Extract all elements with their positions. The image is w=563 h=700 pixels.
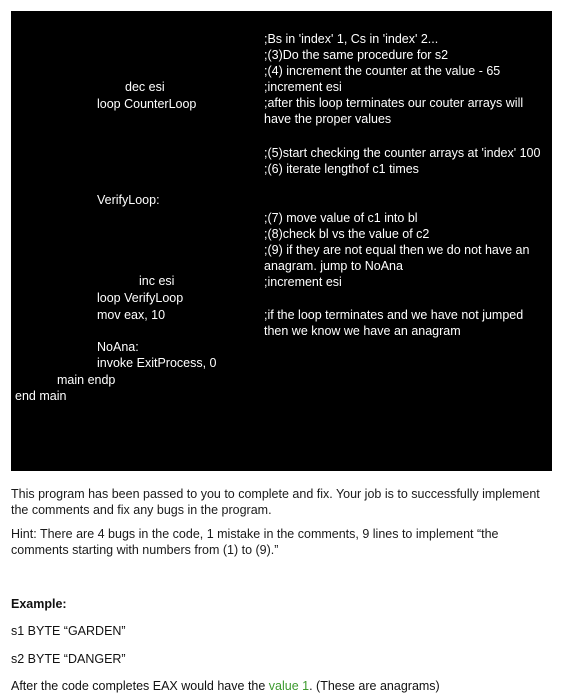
code-label-noana: NoAna: [97, 340, 139, 354]
comment-line: ;(4) increment the counter at the value - 65 [264, 64, 501, 78]
comment-line: ;(6) iterate lengthof c1 times [264, 162, 419, 176]
comment-line: ;(7) move value of c1 into bl [264, 211, 418, 225]
code-line-dec-esi: dec esi [125, 80, 165, 94]
code-label-verifyloop: VerifyLoop: [97, 193, 160, 207]
comment-line: ;(9) if they are not equal then we do not have an anagram. jump to NoAna [264, 243, 530, 273]
comment-line: ;(3)Do the same procedure for s2 [264, 48, 449, 62]
code-line-mov-eax: mov eax, 10 [97, 308, 166, 322]
example-s2: s2 BYTE “DANGER” [11, 652, 126, 666]
example-title: Example: [11, 597, 67, 611]
code-line-loop-counter: loop CounterLoop [97, 97, 197, 111]
comment-block-3 [264, 210, 549, 290]
description-hint: Hint: There are 4 bugs in the code, 1 mistake in the comments, 9 lines to implement “the comments starting with numbers from (1) to (9).” [11, 527, 499, 557]
comment-line: ;Bs in 'index' 1, Cs in 'index' 2... [264, 32, 439, 46]
comment-line: ;after this loop terminates our couter arrays will have the proper values [264, 96, 524, 126]
code-line-inc-esi: inc esi [139, 274, 175, 288]
comment-block-1 [264, 31, 549, 127]
code-line-main-endp: main endp [57, 373, 116, 387]
example-result-suffix: . (These are anagrams) [309, 679, 440, 693]
code-line-loop-verify: loop VerifyLoop [97, 291, 184, 305]
comment-block-4 [264, 307, 549, 339]
description-intro: This program has been passed to you to complete and fix. Your job is to successfully implement the comments and fix any bugs in the program. [11, 487, 540, 517]
example-s1: s1 BYTE “GARDEN” [11, 624, 126, 638]
comment-line: ;increment esi [264, 80, 342, 94]
example-result-highlight: value 1 [268, 679, 310, 693]
comment-line: ;increment esi [264, 275, 342, 289]
comment-block-2 [264, 145, 549, 177]
example-result-prefix: After the code completes EAX would have the [11, 679, 269, 693]
code-line-end-main: end main [15, 389, 67, 403]
comment-line: ;(8)check bl vs the value of c2 [264, 227, 430, 241]
comment-line: ;if the loop terminates and we have not jumped then we know we have an anagram [264, 308, 524, 338]
example-result [11, 679, 440, 693]
code-panel [11, 11, 552, 471]
code-line-invoke-exit: invoke ExitProcess, 0 [97, 356, 217, 370]
description [11, 486, 551, 558]
comment-line: ;(5)start checking the counter arrays at 'index' 100 [264, 146, 541, 160]
